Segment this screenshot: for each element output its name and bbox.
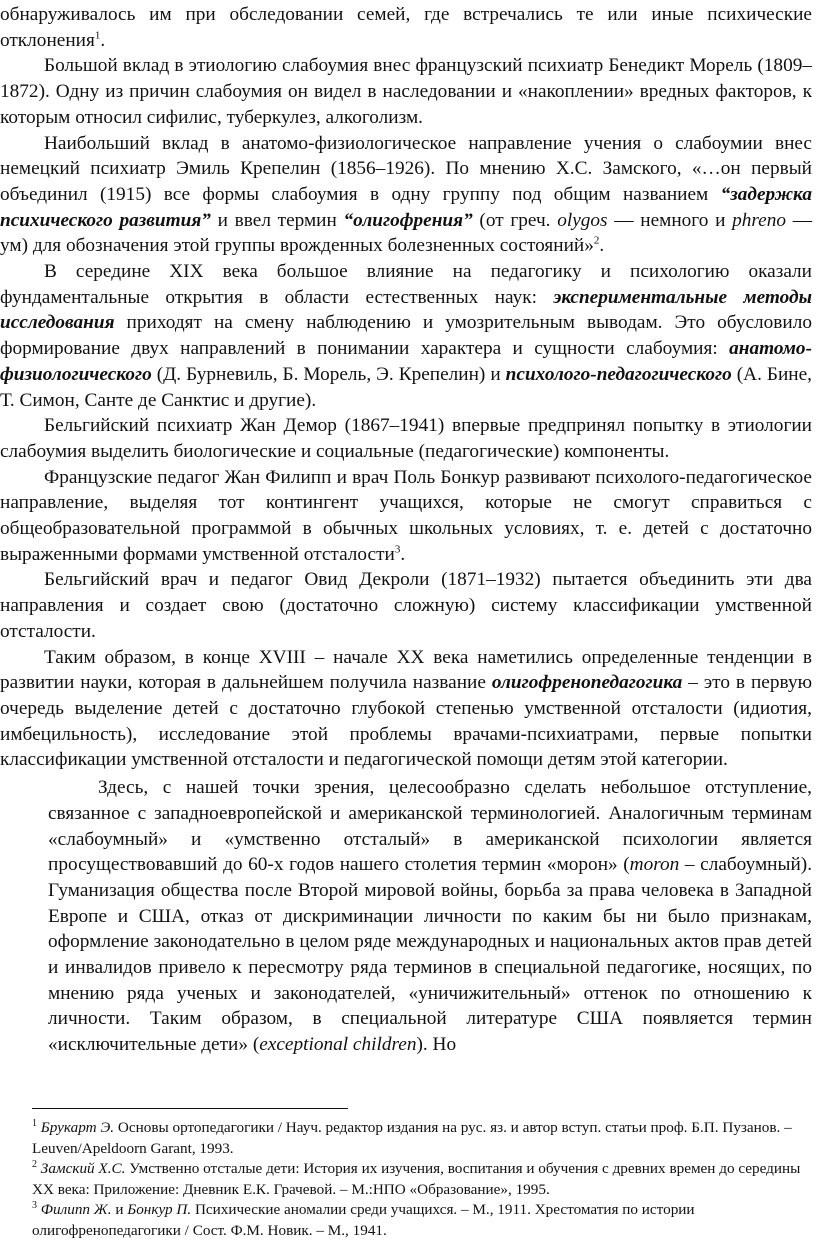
- footnote-ref: 3: [32, 1200, 37, 1212]
- text-run: .: [100, 29, 106, 51]
- italic-text: Бонкур П.: [127, 1201, 192, 1219]
- footnote: [32, 1118, 812, 1159]
- footnotes: [32, 1118, 812, 1242]
- text-run: — ум) для обозначения этой группы врожденных болезненных состояний»: [0, 209, 813, 257]
- italic-text: moron: [629, 854, 680, 876]
- text-run: В середине XIX века большое влияние на педагогику и психологию оказали фундаментальные открытия в области естественных наук:: [0, 261, 812, 308]
- paragraph: [0, 2, 812, 53]
- italic-text: exceptional children: [259, 1034, 417, 1056]
- emphasis-term: “задержка психического развития”: [0, 183, 812, 231]
- text-run: (от греч.: [472, 209, 558, 231]
- text-run: Французские педагог Жан Филипп и врач Поль Бонкур развивают психолого-педагогическое направление, выделяя тот контингент учащихся, которые не смогут справиться с общеобразовательной программой в обычных школьных условиях, т. е. детей с достаточно выраженными формами умственной отсталости: [0, 466, 812, 565]
- text-run: — немного и: [607, 209, 733, 231]
- text-run: (А. Бине, Т. Симон, Санте де Санктис и другие).: [0, 363, 812, 411]
- text-run: Психические аномалии среди учащихся. – М., 1911. Хрестоматия по истории олигофренопедагогики / Сост. Ф.М. Новик. – М., 1941.: [32, 1201, 695, 1239]
- footnote: [32, 1159, 812, 1200]
- text-run: Таким образом, в конце XVIII – начале XX века наметились определенные тенденции в развитии науки, которая в дальнейшем получила название: [0, 646, 812, 694]
- paragraph: [0, 259, 812, 413]
- italic-text: Замский Х.С.: [40, 1160, 126, 1178]
- text-run: Большой вклад в этиологию слабоумия внес французский психиатр Бенедикт Морель (1809–1872). Одну из причин слабоумия он видел в наследовании и «накоплении» вредных факторов, к которым относил сифилис, туберкулез, алкоголизм.: [0, 55, 812, 128]
- text-run: Умственно отсталые дети: История их изучения, воспитания и обучения с древних времен до середины ХХ века: Приложение: Дневник Е.К. Грачевой. – М.:НПО «Образование», 1995.: [32, 1160, 801, 1198]
- emphasis-term: “олигофрения”: [343, 209, 473, 231]
- paragraph: [0, 53, 812, 130]
- body-text: [0, 2, 812, 1058]
- text-run: Бельгийский психиатр Жан Демор (1867–1941) впервые предпринял попытку в этиологии слабоумия выделить биологические и социальные (педагогические) компоненты.: [0, 415, 812, 462]
- footnote-ref: 2: [593, 234, 600, 247]
- emphasis-term: анатомо-физиологического: [0, 338, 812, 385]
- footnote: [32, 1200, 812, 1241]
- italic-text: Филипп Ж.: [40, 1201, 112, 1219]
- text-run: Бельгийский врач и педагог Овид Декроли (1871–1932) пытается объединить эти два направления и создает свою (достаточно сложную) систему классификации умственной отсталости.: [0, 569, 812, 642]
- emphasis-term: экспериментальные методы исследования: [0, 286, 813, 334]
- text-run: приходят на смену наблюдению и умозрительным выводам. Это обусловило формирование двух направлений в понимании характера и сущности слабоумия:: [0, 312, 812, 360]
- paragraph: [0, 131, 812, 260]
- paragraph: [0, 413, 812, 464]
- footnote-separator: [32, 1108, 348, 1109]
- emphasis-term: психолого-педагогического: [505, 363, 732, 385]
- footnote-ref: 1: [94, 29, 101, 42]
- text-run: – это в первую очередь выделение детей с достаточно глубокой степенью умственной отсталости (идиотия, имбецильность), исследование этой проблемы врачами-психиатрами, первые попытки классификации умственной отсталости и педагогической помощи детям этой категории.: [0, 672, 812, 771]
- text-run: и ввел термин: [210, 209, 344, 231]
- text-run: (Д. Бурневиль, Б. Морель, Э. Крепелин) и: [151, 363, 506, 385]
- footnote-ref: 1: [32, 1117, 37, 1129]
- emphasis-term: олигофренопедагогика: [491, 672, 683, 694]
- paragraph: [0, 465, 812, 568]
- italic-text: olygos: [557, 209, 608, 231]
- paragraph: [0, 567, 812, 644]
- footnote-ref: 2: [32, 1159, 37, 1171]
- text-run: обнаруживалось им при обследовании семей, где встречались те или иные психические отклонения: [0, 4, 812, 51]
- italic-text: phreno: [732, 209, 787, 231]
- italic-text: Брукарт Э.: [40, 1119, 115, 1136]
- paragraph: [0, 645, 812, 774]
- footnote-ref: 3: [394, 543, 401, 556]
- text-run: Наибольший вклад в анатомо-физиологическое направление учения о слабоумии внес немецкий психиатр Эмиль Крепелин (1856–1926). По мнению Х.С. Замского, «…он первый объединил (1915) все формы слабоумия в одну группу под общим названием: [0, 132, 812, 205]
- text-run: – слабоумный). Гуманизация общества после Второй мировой войны, борьба за права человека в Западной Европе и США, отказ от дискриминации личности по каким бы ни было признакам, оформление законодательно в целом ряде международных и национальных актов прав детей и инвалидов привело к пересмотру ряда терминов в специальной педагогике, носящих, по мнению ряда ученых и законодателей, «уничижительный» оттенок по отношению к личности. Таким образом, в специальной литературе США появляется термин «исключительные дети» (: [48, 854, 813, 1056]
- text-run: Основы ортопедагогики / Науч. редактор издания на рус. яз. и автор вступ. статьи проф. Б.П. Пузанов. – Leuven/Apeldoorn Garant, 1993.: [32, 1119, 792, 1157]
- text-run: ). Но: [416, 1034, 457, 1056]
- text-run: .: [599, 235, 605, 257]
- text-run: и: [111, 1201, 128, 1219]
- text-run: Здесь, с нашей точки зрения, целесообразно сделать небольшое отступление, связанное с западноевропейской и американской терминологией. Аналогичным терминам «слабоумный» и «умственно отсталый» в американской психологии является просуществовавший до 60-х годов нашего столетия термин «морон» (: [48, 777, 812, 876]
- digression-paragraph: [48, 775, 812, 1058]
- text-run: .: [400, 543, 406, 565]
